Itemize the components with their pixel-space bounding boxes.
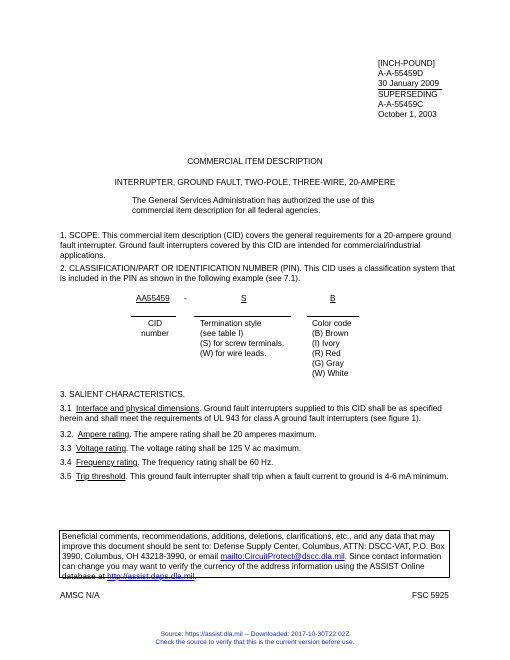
pin-termination-code: S (241, 294, 247, 303)
section-title: Ampere rating (77, 430, 130, 439)
authorization-statement: The General Services Administration has authorized the use of this commercial item description for all federal agencies. (132, 196, 375, 215)
pin-termination-line: (see table I) (200, 329, 244, 338)
amsc-label: AMSC N/A (60, 591, 100, 600)
section-number: 3.2. (60, 430, 74, 439)
pin-termination-line: (W) for wire leads. (200, 349, 267, 358)
source-line: Source: https://assist.dla.mil -- Downloaded: 2017-10-30T22:02Z (160, 631, 350, 638)
source-footer (0, 631, 510, 647)
email-link[interactable]: mailto:CircuitProtect@dscc.dla.mil (220, 552, 345, 561)
comments-text: Beneficial comments, recommendations, additions, deletions, clarifications, etc., and any data that may improve this document should be sent to: Defense Supply Center, Columbus, ATTN: DSCC-VAT, P.O. Box 3990, Columbus, OH 43218-3990, or email (62, 532, 445, 561)
pin-color-line: (B) Brown (312, 329, 349, 338)
section-text: . The voltage rating shall be 125 V ac maximum. (126, 444, 302, 453)
pin-cid-number: AA55459 (136, 294, 170, 303)
section-title: Interface and physical dimensions (75, 404, 200, 413)
superseded-date: October 1, 2003 (378, 110, 437, 119)
superseded-number: A-A-55459C (378, 100, 424, 109)
comments-box (59, 530, 450, 581)
pin-line-cid (131, 316, 176, 317)
section-salient-heading: 3. SALIENT CHARACTERISTICS. (60, 390, 185, 399)
section-3-1 (60, 404, 455, 424)
section-scope: 1. SCOPE. This commercial item description (CID) covers the general requirements for a 20-ampere ground fault interrupter. Ground fault interrupters covered by this CID are intended for commercial/industrial applications. (60, 231, 452, 260)
pin-cid-line: number (141, 329, 169, 338)
document-title: COMMERCIAL ITEM DESCRIPTION (187, 157, 323, 166)
section-3-3 (60, 444, 455, 454)
comments-text: . Since contact information can change you may want to verify the currency of the address information using the ASSIST Online database at (62, 552, 442, 581)
document-subtitle: INTERRUPTER, GROUND FAULT, TWO-POLE, THREE-WIRE, 20-AMPERE (114, 178, 396, 187)
section-3-4 (60, 458, 455, 468)
fsc-label: FSC 5925 (412, 591, 449, 600)
section-3-2 (60, 430, 455, 440)
section-title: Trip threshold (75, 472, 126, 481)
section-number: 3.1 (60, 404, 72, 413)
section-text: . The frequency rating shall be 60 Hz. (137, 458, 274, 467)
section-number: 3.4 (60, 458, 72, 467)
superseding-label: SUPERSEDING (378, 90, 438, 99)
section-text: . Ground fault interrupters supplied to this CID shall be as specified herein and shall meet the requirements of UL 943 for class A ground fault interrupters (see figure 1). (60, 404, 442, 423)
pin-line-color (307, 316, 359, 317)
section-text: . This ground fault interrupter shall trip when a fault current to ground is 4-6 mA minimum. (125, 472, 449, 481)
pin-color-code: B (330, 294, 336, 303)
pin-dash: - (184, 294, 187, 303)
pin-termination-line: (S) for screw terminals. (200, 339, 285, 348)
pin-color-line: (I) Ivory (312, 339, 340, 348)
pin-cid-description (140, 319, 170, 339)
section-classification: 2. CLASSIFICATION/PART OR IDENTIFICATION NUMBER (PIN). This CID uses a classification system that is included in the PIN as shown in the following example (see 7.1). (60, 264, 455, 283)
assist-link[interactable]: http://assist.daps.dla.mil (107, 572, 195, 581)
comments-text: . (194, 572, 197, 581)
section-3-5 (60, 472, 455, 482)
pin-color-line: (G) Gray (312, 359, 344, 368)
section-text: . The ampere rating shall be 20 amperes maximum. (129, 430, 317, 439)
pin-color-line: (R) Red (312, 349, 341, 358)
section-title: Voltage rating (75, 444, 127, 453)
document-number: A-A-55459D (378, 69, 424, 78)
section-number: 3.3 (60, 444, 72, 453)
pin-line-termination (194, 316, 291, 317)
pin-cid-line: CID (147, 319, 163, 328)
verify-line: Check the source to verify that this is the current version before use. (155, 639, 355, 646)
section-title: Frequency rating (75, 458, 138, 467)
pin-color-line: (W) White (312, 369, 349, 378)
pin-color-description (312, 319, 352, 379)
section-number: 3.5 (60, 472, 72, 481)
pin-termination-line: Termination style (200, 319, 262, 328)
inch-pound-label: [INCH-POUND] (378, 59, 435, 68)
document-date: 30 January 2009 (378, 79, 442, 90)
pin-color-line: Color code (312, 319, 352, 328)
pin-termination-description (200, 319, 284, 359)
